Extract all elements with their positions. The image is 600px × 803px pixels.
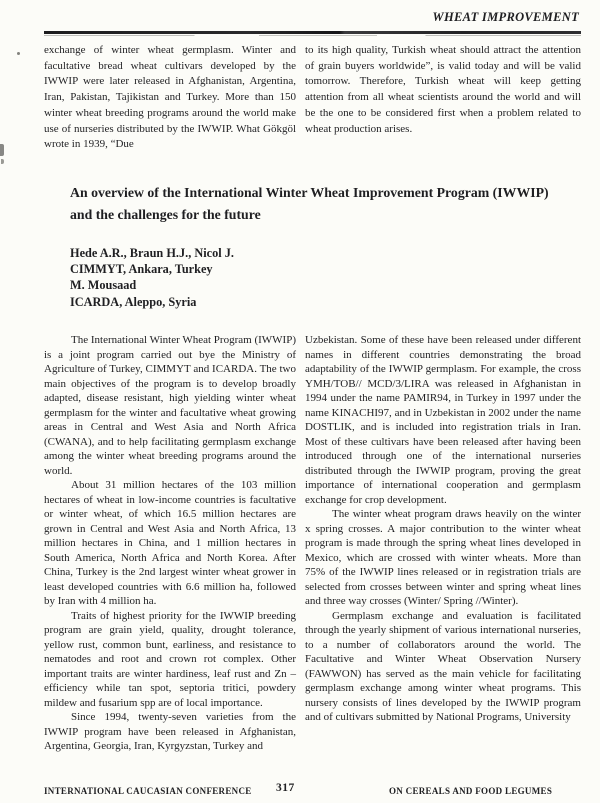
scan-speck [17,52,20,55]
body-paragraph: Traits of highest priority for the IWWIP breeding program are grain yield, quality, drought tolerance, yellow rust, common bunt, earliness, and resistance to nematodes and root and crown rot complex. Other important traits are winter hardiness, leaf rust and Zn –efficiency while tan spot, septoria tritici, powdery mildew and fusarium spp are of local importance. [44,609,296,709]
author-affiliation: ICARDA, Aleppo, Syria [70,294,197,309]
footer-proceedings-label: ON CEREALS AND FOOD LEGUMES [389,786,553,796]
body-paragraph: The winter wheat program draws heavily on the winter x spring crosses. A major contribution to the winter wheat program is made through the spring wheat lines developed in Mexico, which are crossed with winter wheats. More than 75% of the IWWIP lines released or in registration trials are selected from crosses between winter and spring wheat lines and three way crosses (Winter/ Spring //Winter). [305,508,581,607]
previous-article-continuation [44,43,581,153]
body-left-column [44,333,296,754]
scan-smudge [1,159,4,164]
header-rule-scan-echo [44,35,581,36]
page-number: 317 [276,782,295,794]
article-body [44,333,581,754]
header-rule [44,31,581,34]
body-paragraph: About 31 million hectares of the 103 million hectares of wheat in low-income countries is facultative or winter wheat, of which 16.5 million hectares are grown in Central and West Asia and North Africa, 13 million hectares in China, and 1 million hectares in South America, North Africa and North Korea. After China, Turkey is the 2nd largest winter wheat grower in least developed countries with 6.6 million ha, followed by Iran with 4 million ha. [44,479,296,607]
body-paragraph: Since 1994, twenty-seven varieties from the IWWIP program have been released in Afghanistan, Argentina, Georgia, Iran, Kyrgyzstan, Turkey and [44,711,296,752]
author-affiliation: CIMMYT, Ankara, Turkey [70,262,213,277]
author-block [70,245,234,310]
author-line: M. Mousaad [70,278,137,293]
body-paragraph: The International Winter Wheat Program (IWWIP) is a joint program carried out bye the Ministry of Agriculture of Turkey, CIMMYT and ICARDA. The two main objectives of the program is to develop broadly adapted, disease resistant, high yielding winter wheat germplasm for the winter and facultative wheat growing areas in Central and West Asia and North Africa (CWANA), and to help facilitating germplasm exchange among the winter wheat breeding programs around the world. [44,334,296,477]
scan-smudge [0,144,4,156]
author-line: Hede A.R., Braun H.J., Nicol J. [70,246,234,260]
body-right-column [305,333,581,754]
continuation-left-column [44,43,296,153]
body-paragraph: Germplasm exchange and evaluation is facilitated through the yearly shipment of various international nurseries, to a number of collaborators around the world. The Facultative and Winter Wheat Observation Nursery (FAWWON) has served as the main vehicle for facilitating germplasm exchange among winter wheat programs. This nursery consists of lines developed by the IWWIP program and of cultivars submitted by National Programs, University [305,609,581,723]
continuation-right-column [305,43,581,153]
footer-conference-label: INTERNATIONAL CAUCASIAN CONFERENCE [44,786,252,796]
continuation-left-paragraph: exchange of winter wheat germplasm. Winter and facultative bread wheat cultivars developed by the IWWIP were later released in Afghanistan, Argentina, Iran, Pakistan, Tajikistan and Turkey. More than 150 winter wheat breeding programs around the world make use of nurseries distributed by the IWWIP. What Gökgöl wrote in 1939, “Due [44,44,296,151]
paper-title: An overview of the International Winter Wheat Improvement Program (IWWIP) and the challenges for the future [70,185,549,222]
continuation-right-paragraph: to its high quality, Turkish wheat should attract the attention of grain buyers worldwide”, is valid today and will be valid tomorrow. Therefore, Turkish wheat will keep getting attention from all wheat scientists around the world and will be the one to be considered first when a problem related to wheat production arises. [305,44,581,135]
running-header: WHEAT IMPROVEMENT [432,10,579,24]
body-paragraph: Uzbekistan. Some of these have been released under different names in different countries demonstrating the broad adaptability of the IWWIP germplasm. For example, the cross YMH/TOB// MCD/3/LIRA was released in Afghanistan in 1994 under the name PAMIR94, in Turkey in 1997 under the name KINACHI97, and in Uzbekistan in 2002 under the name DOSTLIK, and is included into registration trials in Iran. Most of these cultivars have been released after having been introduced through one of the international nurseries distributed through the IWWIP program, proving the great importance of international cooperation and germplasm exchange for crop development. [305,334,581,506]
